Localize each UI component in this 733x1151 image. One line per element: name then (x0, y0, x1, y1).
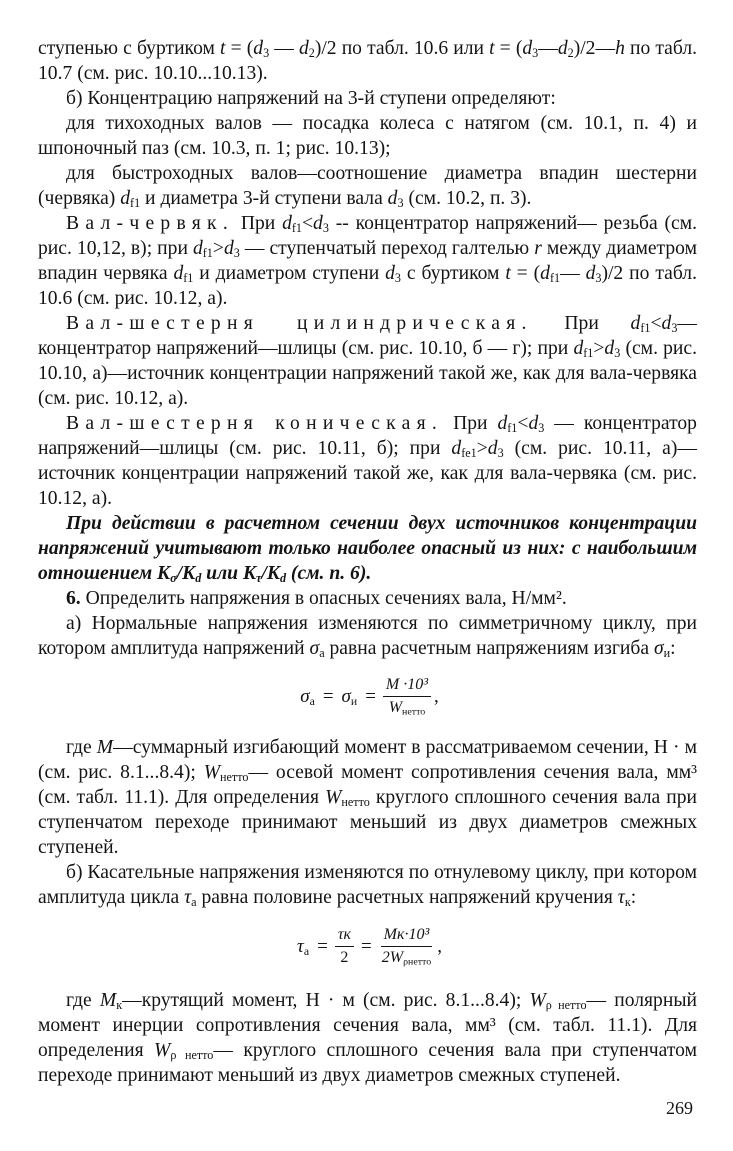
page-number: 269 (666, 1098, 693, 1118)
paragraph-1: ступенью с буртиком $t = (d_3$ — $d_2)/2$ по табл. 10.6 или $t = (d_3—d_2)/2—h$ по табл. 10.7 (см. рис. 10.10...10.13). (38, 38, 698, 84)
formula-tau-fraction-2: $\frac{\text{Mк·10³}}{2W_{\rho нетто}}$ (381, 925, 432, 967)
formula-tau: $\tau_а$ = $\frac{\tau к}{2}$ = $\frac{\text{Mк·10³}}{2W_{\rho нетто}}$ , (297, 925, 442, 967)
formula-sigma-fraction: $\frac{\text{M ·10³}}{W_{нетто}}$ (383, 675, 431, 718)
paragraph-note: При действии в расчетном сечении двух источников концентрации напряжений учитывают только наиболее опасный из них: с наибольшим отношением $K_\sigma/K_d$ или $K_\tau/K_d$ (см. п. 6). (38, 513, 697, 586)
paragraph-normal-stress: а) Нормальные напряжения изменяются по симметричному циклу, при котором амплитуда напряжений $\sigma_а$ равна расчетным напряжениям изгиба $\sigma_и$: (38, 613, 697, 661)
paragraph-cylindrical-pinion: Вал-шестерня цилиндрическая. При $d_{f1}<d_3—$ концентратор напряжений—шлицы (см. рис. 10.10, б — г); при $d_{f1}>d_3$ (см. рис. 10.10, а)—источник концентрации напряжений такой же, как для вала-червяка (см. рис. 10.12, а). (38, 313, 697, 409)
paragraph-step-6: 6. Определить напряжения в опасных сечениях вала, Н/мм². (66, 588, 567, 609)
paragraph-shear-stress: б) Касательные напряжения изменяются по отнулевому циклу, при котором амплитуда цикла $\tau_а$ равна половине расчетных напряжений кручения $\tau_к$: (38, 862, 697, 910)
paragraph-bevel-pinion: Вал-шестерня коническая. При $d_{f1}<d_3$ — концентратор напряжений—шлицы (см. рис. 10.11, б); при $d_{fe1}>d_3$ (см. рис. 10.11, а)—источник концентрации напряжений такой же, как для вала-червяка (см. рис. 10.12, а). (38, 413, 697, 509)
paragraph-2: б) Концентрацию напряжений на 3-й ступени определяют: (66, 88, 556, 109)
paragraph-where-M: где M—суммарный изгибающий момент в рассматриваемом сечении, Н · м (см. рис. 8.1...8.4); $W_{нетто}—$ осевой момент сопротивления сечения вала, мм³ (см. табл. 11.1). Для определения $W_{нетто}$ круглого сплошного сечения вала при ступенчатом переходе принимают меньший из двух диаметров смежных ступеней. (38, 737, 697, 858)
paragraph-worm-shaft: Вал-червяк. При $d_{f1}<d_3$ -- концентратор напряжений— резьба (см. рис. 10,12, в); при $d_{f1}>d_3$ — ступенчатый переход галтелью r между диаметром впадин червяка $d_{f1}$ и диаметром ступени $d_3$ с буртиком $t = (d_{f1}—$ $d_3)/2$ по табл. 10.6 (см. рис. 10.12, а). (38, 213, 697, 309)
paragraph-4: для быстроходных валов—соотношение диаметра впадин шестерни (червяка) $d_{f1}$ и диаметра 3-й ступени вала $d_3$ (см. 10.2, п. 3). (38, 163, 697, 211)
paragraph-where-Mk: где $M_к—крутящий$ момент, Н · м (см. рис. 8.1...8.4); $W_{\rho нетто}—$ полярный момент инерции сопротивления сечения вала, мм³ (см. табл. 11.1). Для определения $W_{\rho нетто}—$ круглого сплошного сечения вала при ступенчатом переходе принимают меньший из двух диаметров смежных ступеней. (38, 990, 697, 1086)
formula-sigma: $\sigma_а$ = $\sigma_и$ = $\frac{\text{M ·10³}}{W_{нетто}}$ , (300, 675, 439, 717)
formula-tau-fraction-1: $\frac{\tau к}{2}$ (335, 925, 354, 968)
paragraph-3: для тихоходных валов — посадка колеса с натягом (см. 10.1, п. 4) и шпоночный паз (см. 10.3, п. 1; рис. 10.13); (38, 113, 697, 159)
formula-t1: t (220, 38, 226, 59)
